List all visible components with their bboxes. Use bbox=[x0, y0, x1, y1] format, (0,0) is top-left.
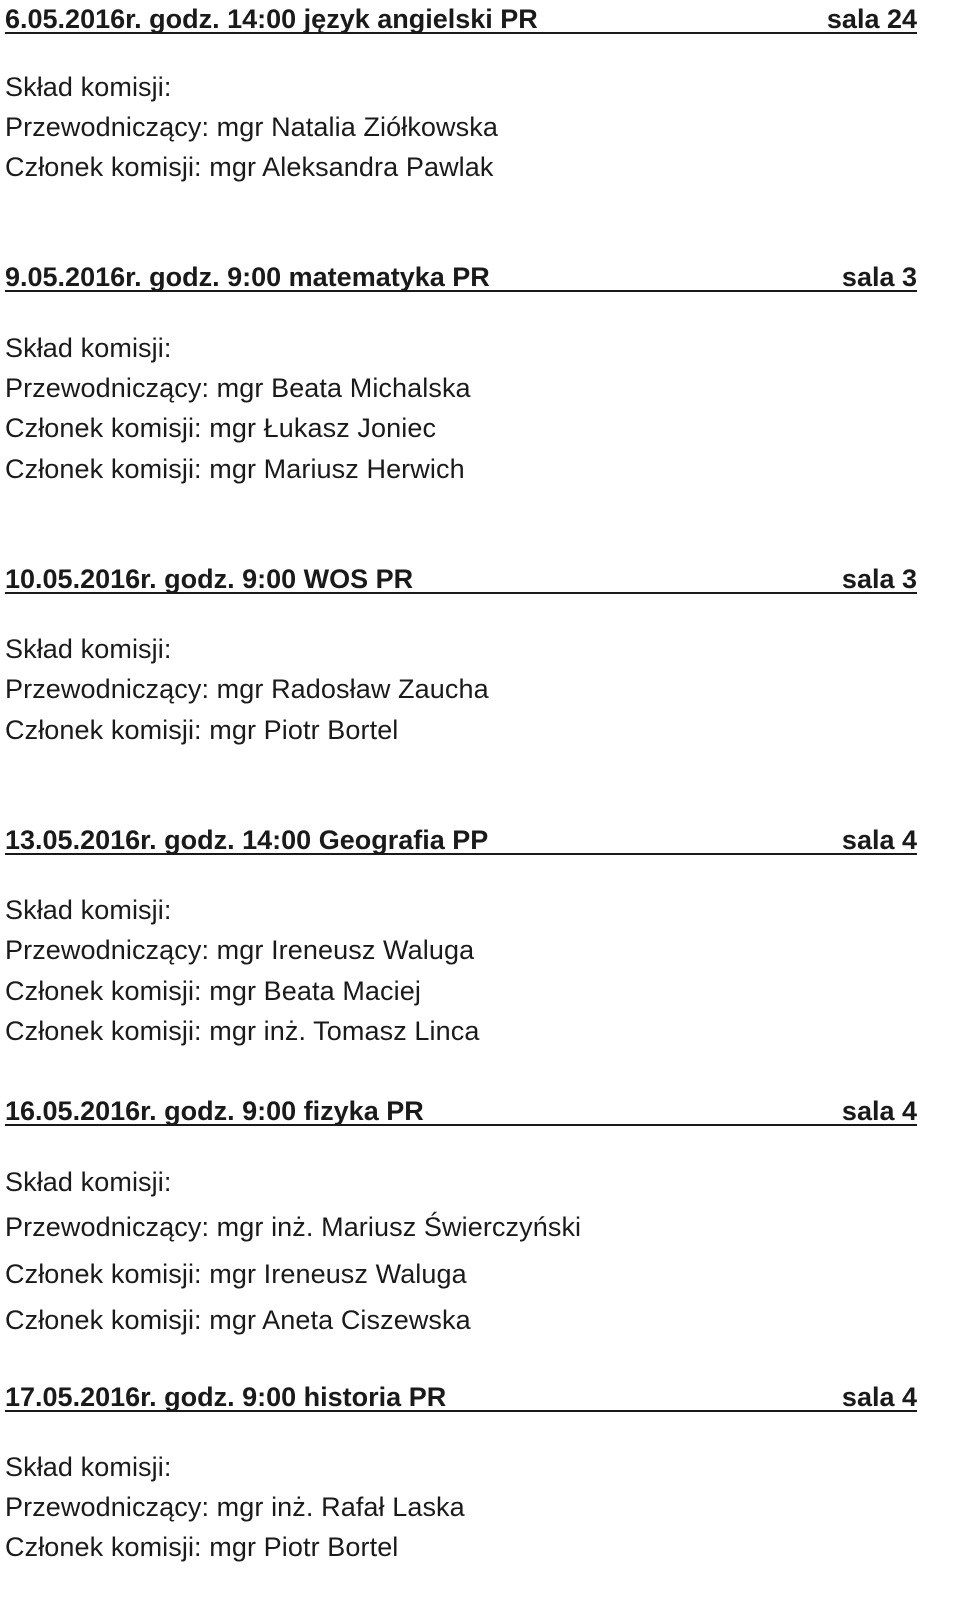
room-label: sala 4 bbox=[841, 825, 917, 855]
chair-line: Przewodniczący: mgr inż. Mariusz Świerczyński bbox=[5, 1212, 582, 1242]
member-line: Członek komisji: mgr Piotr Bortel bbox=[5, 715, 399, 745]
session-header bbox=[5, 258, 917, 296]
member-line: Członek komisji: mgr Aleksandra Pawlak bbox=[5, 152, 494, 182]
chair-line: Przewodniczący: mgr Ireneusz Waluga bbox=[5, 935, 475, 965]
session-header bbox=[5, 560, 917, 598]
committee-label: Skład komisji: bbox=[5, 895, 172, 925]
committee-label: Skład komisji: bbox=[5, 1167, 172, 1197]
chair-line: Przewodniczący: mgr Beata Michalska bbox=[5, 373, 471, 403]
committee-label: Skład komisji: bbox=[5, 634, 172, 664]
session-header bbox=[5, 1378, 917, 1416]
member-line: Członek komisji: mgr Ireneusz Waluga bbox=[5, 1259, 467, 1289]
room-label: sala 24 bbox=[826, 4, 917, 34]
exam-info: 16.05.2016r. godz. 9:00 fizyka PR bbox=[5, 1096, 424, 1126]
exam-info: 10.05.2016r. godz. 9:00 WOS PR bbox=[5, 564, 414, 594]
exam-info: 9.05.2016r. godz. 9:00 matematyka PR bbox=[5, 262, 490, 292]
member-line: Członek komisji: mgr Aneta Ciszewska bbox=[5, 1305, 471, 1335]
member-line: Członek komisji: mgr Piotr Bortel bbox=[5, 1532, 399, 1562]
exam-info: 13.05.2016r. godz. 14:00 Geografia PP bbox=[5, 825, 489, 855]
member-line: Członek komisji: mgr Mariusz Herwich bbox=[5, 454, 465, 484]
chair-line: Przewodniczący: mgr inż. Rafał Laska bbox=[5, 1492, 465, 1522]
room-label: sala 3 bbox=[841, 262, 917, 292]
member-line: Członek komisji: mgr Beata Maciej bbox=[5, 976, 421, 1006]
committee-label: Skład komisji: bbox=[5, 72, 172, 102]
room-label: sala 4 bbox=[841, 1382, 917, 1412]
session-header bbox=[5, 0, 917, 38]
committee-label: Skład komisji: bbox=[5, 1452, 172, 1482]
member-line: Członek komisji: mgr Łukasz Joniec bbox=[5, 413, 437, 443]
session-header bbox=[5, 821, 917, 859]
member-line: Członek komisji: mgr inż. Tomasz Linca bbox=[5, 1016, 480, 1046]
exam-info: 17.05.2016r. godz. 9:00 historia PR bbox=[5, 1382, 447, 1412]
room-label: sala 3 bbox=[841, 564, 917, 594]
exam-info: 6.05.2016r. godz. 14:00 język angielski PR bbox=[5, 4, 538, 34]
chair-line: Przewodniczący: mgr Natalia Ziółkowska bbox=[5, 112, 498, 142]
session-header bbox=[5, 1092, 917, 1130]
room-label: sala 4 bbox=[841, 1096, 917, 1126]
committee-label: Skład komisji: bbox=[5, 333, 172, 363]
chair-line: Przewodniczący: mgr Radosław Zaucha bbox=[5, 674, 489, 704]
